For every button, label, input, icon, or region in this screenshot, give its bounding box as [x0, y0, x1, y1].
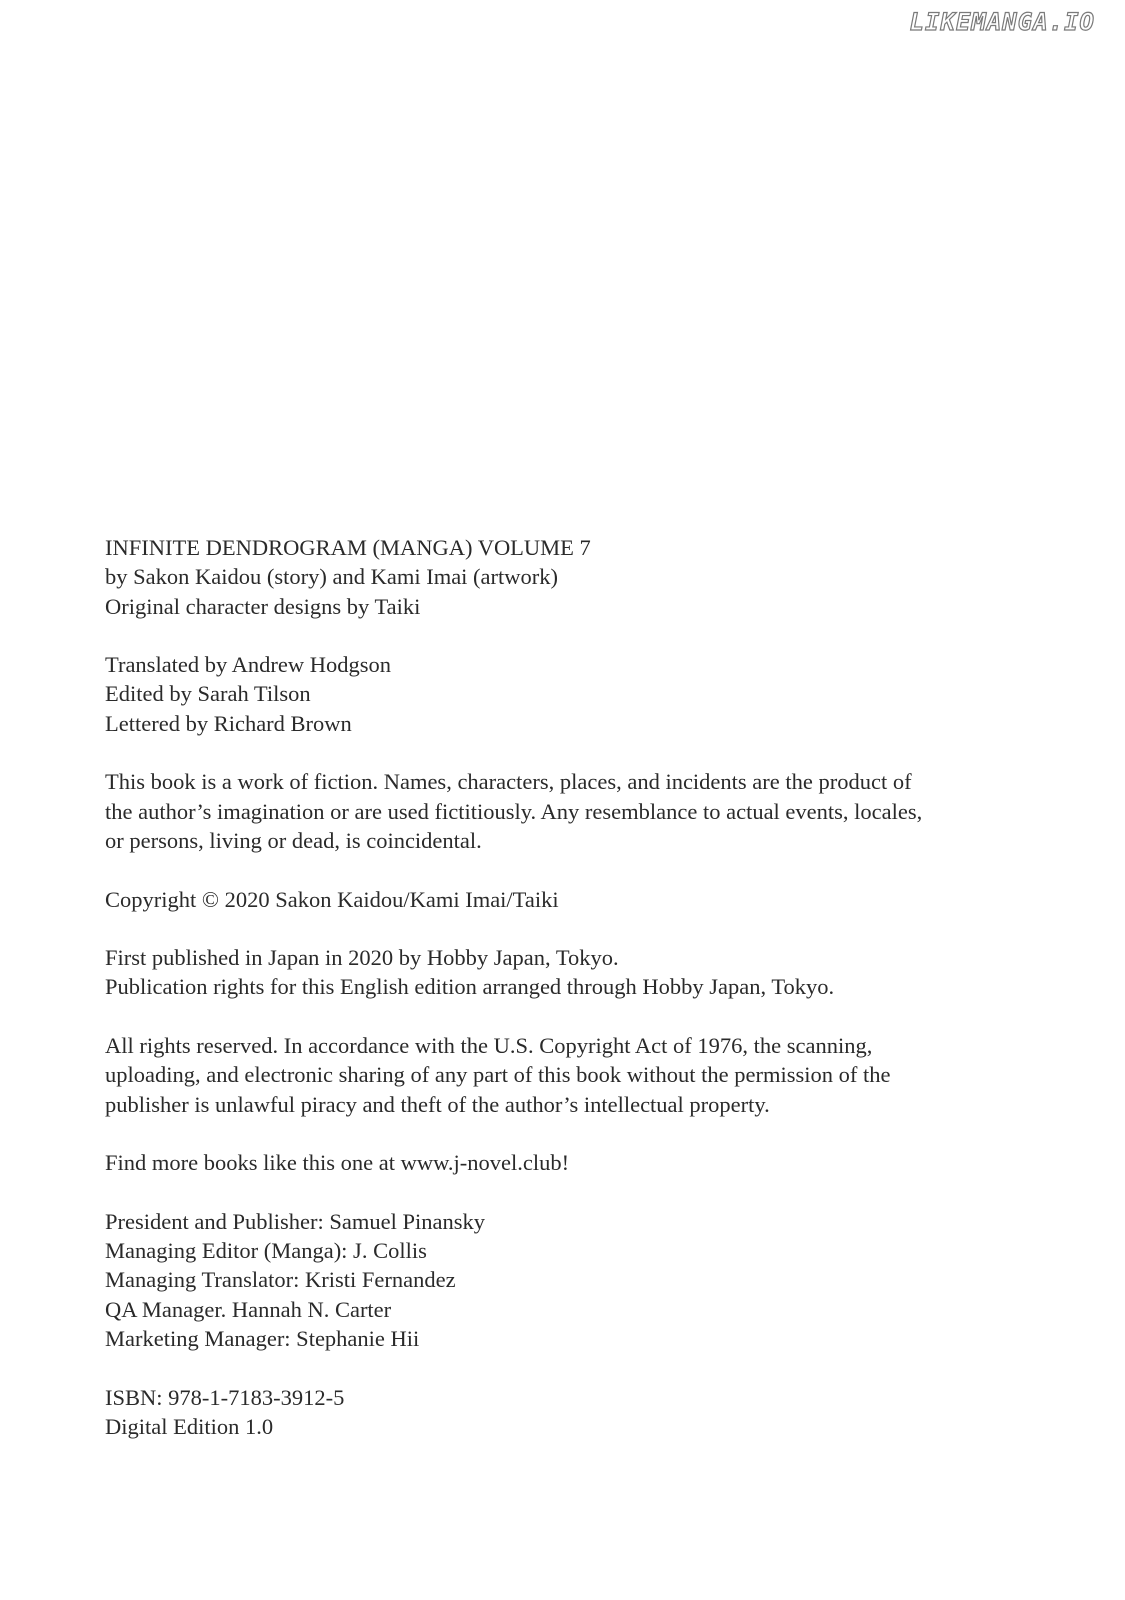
- website-block: [105, 1148, 1005, 1177]
- rights-line: publisher is unlawful piracy and theft of the author’s intellectual property.: [105, 1091, 770, 1117]
- book-title: INFINITE DENDROGRAM (MANGA) VOLUME 7: [105, 535, 591, 560]
- credits-text: [105, 533, 1005, 1441]
- management-block: [105, 1207, 1005, 1353]
- publication-rights-line: Publication rights for this English edition arranged through Hobby Japan, Tokyo.: [105, 974, 835, 1000]
- edition-line: Digital Edition 1.0: [105, 1413, 274, 1439]
- watermark-logo: LIKEMANGA.IO: [909, 8, 1095, 36]
- fiction-disclaimer: [105, 767, 1005, 855]
- translator-line: Translated by Andrew Hodgson: [105, 652, 392, 678]
- disclaimer-line: the author’s imagination or are used fictitiously. Any resemblance to actual events, locales,: [105, 798, 923, 824]
- first-published-line: First published in Japan in 2020 by Hobby Japan, Tokyo.: [105, 945, 619, 971]
- publication-block: [105, 943, 1005, 1002]
- staff-block: [105, 650, 1005, 738]
- marketing-manager-line: Marketing Manager: Stephanie Hii: [105, 1326, 420, 1352]
- title-block: [105, 533, 1005, 621]
- rights-reserved-block: [105, 1031, 1005, 1119]
- managing-translator-line: Managing Translator: Kristi Fernandez: [105, 1267, 456, 1293]
- publisher-line: President and Publisher: Samuel Pinansky: [105, 1208, 485, 1234]
- rights-line: uploading, and electronic sharing of any part of this book without the permission of the: [105, 1062, 891, 1088]
- disclaimer-line: This book is a work of fiction. Names, characters, places, and incidents are the product of: [105, 769, 912, 795]
- managing-editor-line: Managing Editor (Manga): J. Collis: [105, 1238, 427, 1264]
- isbn-line: ISBN: 978-1-7183-3912-5: [105, 1384, 345, 1410]
- qa-manager-line: QA Manager. Hannah N. Carter: [105, 1296, 392, 1322]
- letterer-line: Lettered by Richard Brown: [105, 710, 352, 736]
- editor-line: Edited by Sarah Tilson: [105, 681, 311, 707]
- authors-line: by Sakon Kaidou (story) and Kami Imai (artwork): [105, 564, 559, 590]
- character-designs-line: Original character designs by Taiki: [105, 593, 421, 619]
- isbn-block: [105, 1383, 1005, 1442]
- disclaimer-line: or persons, living or dead, is coincidental.: [105, 827, 482, 853]
- copyright-line: Copyright © 2020 Sakon Kaidou/Kami Imai/Taiki: [105, 886, 559, 912]
- copyright-notice: [105, 885, 1005, 914]
- rights-line: All rights reserved. In accordance with the U.S. Copyright Act of 1976, the scanning,: [105, 1033, 873, 1059]
- website-line: Find more books like this one at www.j-novel.club!: [105, 1150, 570, 1176]
